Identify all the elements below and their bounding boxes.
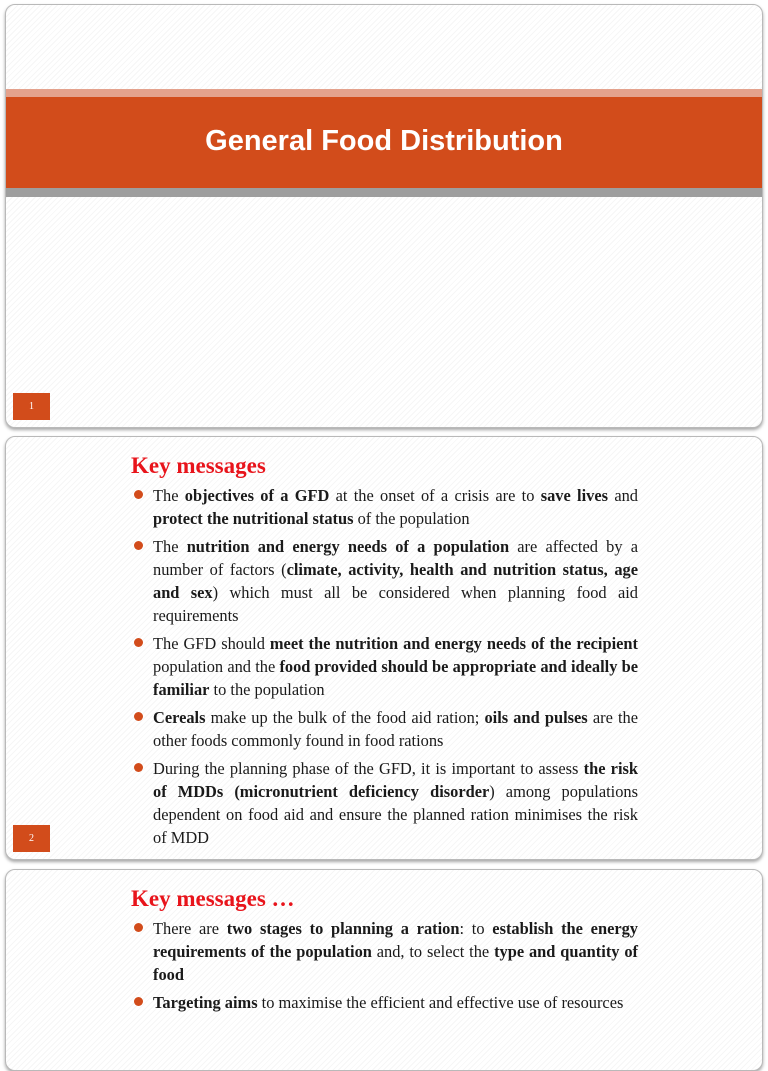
title-band-accent	[6, 89, 762, 97]
bold-text: type and quantity of food	[153, 942, 638, 984]
bullet-list	[132, 917, 638, 1019]
text-run: are the other foods commonly found in food rations	[153, 708, 639, 750]
bold-text: climate, activity, health and nutrition status, age and sex	[153, 560, 638, 602]
text-run: to maximise the efficient and effective use of resources	[257, 993, 624, 1012]
slide-1	[5, 4, 763, 428]
bullet-item	[132, 991, 638, 1014]
text-run: of the population	[353, 509, 470, 528]
slide-2	[5, 436, 763, 860]
bullet-list	[132, 484, 638, 854]
bold-text: save lives	[540, 486, 609, 505]
bullet-icon	[134, 997, 143, 1006]
text-run: The	[153, 537, 187, 556]
bold-text: establish the energy requirements of the population	[153, 919, 639, 961]
text-run: During the planning phase of the GFD, it is important to assess	[153, 759, 584, 778]
bold-text: meet the nutrition and energy needs of the recipient	[269, 634, 638, 653]
slide-heading: Key messages	[131, 453, 266, 478]
bullet-icon	[134, 763, 143, 772]
slide-title: General Food Distribution	[205, 125, 563, 157]
bullet-item	[132, 706, 638, 752]
text-run: The	[153, 486, 185, 505]
bullet-icon	[134, 712, 143, 721]
text-run: to the population	[209, 680, 325, 699]
bullet-item	[132, 535, 638, 627]
bold-text: the risk of MDDs (micronutrient deficiency disorder	[153, 759, 638, 801]
text-run: make up the bulk of the food aid ration;	[205, 708, 485, 727]
bold-text: nutrition and energy needs of a population	[186, 537, 510, 556]
bullet-item	[132, 917, 638, 986]
bold-text: objectives of a GFD	[184, 486, 330, 505]
title-band-shadow	[6, 188, 762, 197]
text-run: : to	[459, 919, 493, 938]
text-run: at the onset of a crisis are to	[329, 486, 541, 505]
bold-text: protect the nutritional status	[153, 509, 354, 528]
bullet-item	[132, 484, 638, 530]
slide-3	[5, 869, 763, 1071]
text-run: There are	[153, 919, 227, 938]
bold-text: Targeting aims	[153, 993, 258, 1012]
text-run: and	[608, 486, 638, 505]
slide-heading: Key messages …	[131, 886, 295, 911]
bullet-icon	[134, 541, 143, 550]
slide-number: 1	[13, 393, 50, 420]
bullet-item	[132, 632, 638, 701]
text-run: The GFD should	[153, 634, 270, 653]
text-run: population and the	[153, 657, 280, 676]
text-run: ) which must all be considered when planning food aid requirements	[153, 583, 638, 625]
bullet-icon	[134, 923, 143, 932]
bold-text: two stages to planning a ration	[226, 919, 460, 938]
bullet-icon	[134, 638, 143, 647]
text-run: ) among populations dependent on food aid and ensure the planned ration minimises the risk of MDD	[153, 782, 638, 847]
bullet-icon	[134, 490, 143, 499]
text-run: are affected by a number of factors (	[153, 537, 638, 579]
bold-text: Cereals	[153, 708, 206, 727]
bold-text: oils and pulses	[484, 708, 588, 727]
slide-number: 2	[13, 825, 50, 852]
text-run: and, to select the	[371, 942, 495, 961]
bold-text: food provided should be appropriate and ideally be familiar	[153, 657, 639, 699]
bullet-item	[132, 757, 638, 849]
